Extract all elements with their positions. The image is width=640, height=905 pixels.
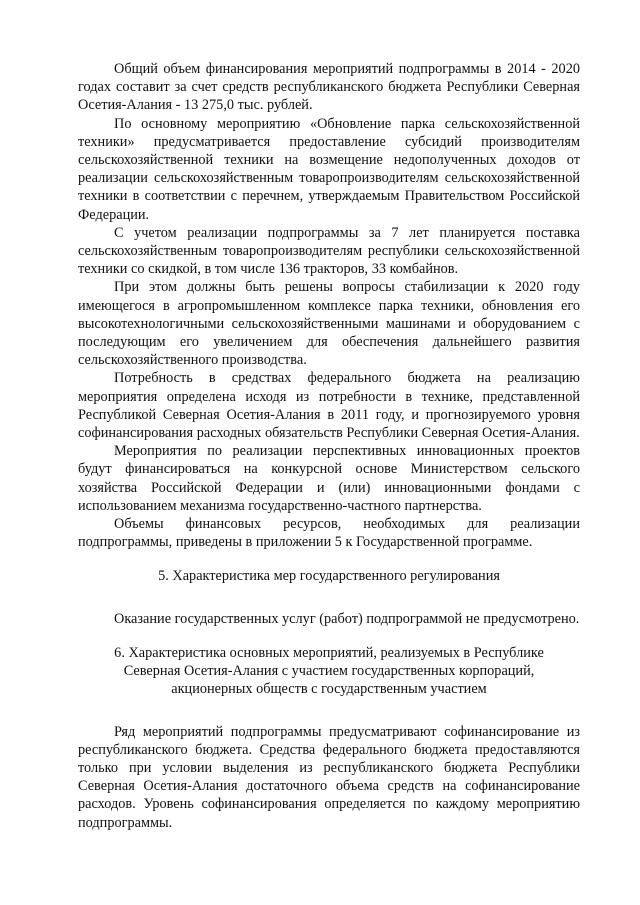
section-5-text: Оказание государственных услуг (работ) подпрограммой не предусмотрено.: [114, 610, 580, 627]
section-spacer: [78, 551, 580, 567]
paragraph-funding-volume: Общий объем финансирования мероприятий подпрограммы в 2014 - 2020 годах составит за счет средств республиканского бюджета Республики Северная Осетия-Алания - 13 275,0 тыс. рублей.: [78, 61, 580, 114]
paragraph-equipment-supply: С учетом реализации подпрограммы за 7 лет планируется поставка сельскохозяйственным товаропроизводителям республики сельскохозяйственной техники со скидкой, в том числе 136 тракторов, 33 комбайнов.: [78, 224, 580, 278]
paragraph-federal-budget-need: Потребность в средствах федерального бюджета на реализацию мероприятия определена исходя из потребности в технике, представленной Республикой Северная Осетия-Алания в 2011 году, и прогнозируемого уровня софинансирования расходных обязательств Республики Северная Осетия-Алания.: [78, 370, 580, 442]
section-spacer: [78, 628, 580, 644]
paragraph-stabilization: При этом должны быть решены вопросы стабилизации к 2020 году имеющегося в агропромышленном комплексе парка техники, обновления его высокотехнологичными сельскохозяйственными машинами и оборудованием с последующим его увеличением для обеспечения дальнейшего развития сельскохозяйственного производства.: [78, 279, 580, 369]
section-5-heading: 5. Характеристика мер государственного регулирования: [158, 568, 500, 585]
section-6-heading-line: Северная Осетия-Алания с участием государственных корпораций,: [123, 663, 535, 680]
paragraph-innovation-projects: Мероприятия по реализации перспективных инновационных проектов будут финансироваться на конкурсной основе Министерством сельского хозяйства Российской Федерации и (или) инновационными фондами с использованием механизма государственно-частного партнерства.: [78, 443, 580, 514]
section-spacer: [78, 699, 580, 723]
paragraph-financial-resources: Объемы финансовых ресурсов, необходимых для реализации подпрограммы, приведены в приложении 5 к Государственной программе.: [78, 516, 580, 551]
section-spacer: [78, 586, 580, 610]
section-6-heading-line: акционерных обществ с государственным участием: [171, 681, 487, 698]
section-6-heading: [78, 644, 580, 699]
section-6-heading-line: 6. Характеристика основных мероприятий, реализуемых в Республике: [114, 644, 544, 661]
section-6-text: Ряд мероприятий подпрограммы предусматривают софинансирование из республиканского бюджета. Средства федерального бюджета предоставляются только при условии выделения из республиканского бюджета Республики Северная Осетия-Алания достаточного объема средств на софинансирование расходов. Уровень софинансирования определяется по каждому мероприятию подпрограммы.: [78, 723, 580, 831]
paragraph-equipment-renewal: По основному мероприятию «Обновление парка сельскохозяйственной техники» предусматривается предоставление субсидий производителям сельскохозяйственной техники на возмещение недополученных доходов от реализации сельскохозяйственным товаропроизводителям сельскохозяйственной техники в соответствии с перечнем, утверждаемым Правительством Российской Федерации.: [78, 115, 580, 223]
document-body: [78, 60, 580, 832]
